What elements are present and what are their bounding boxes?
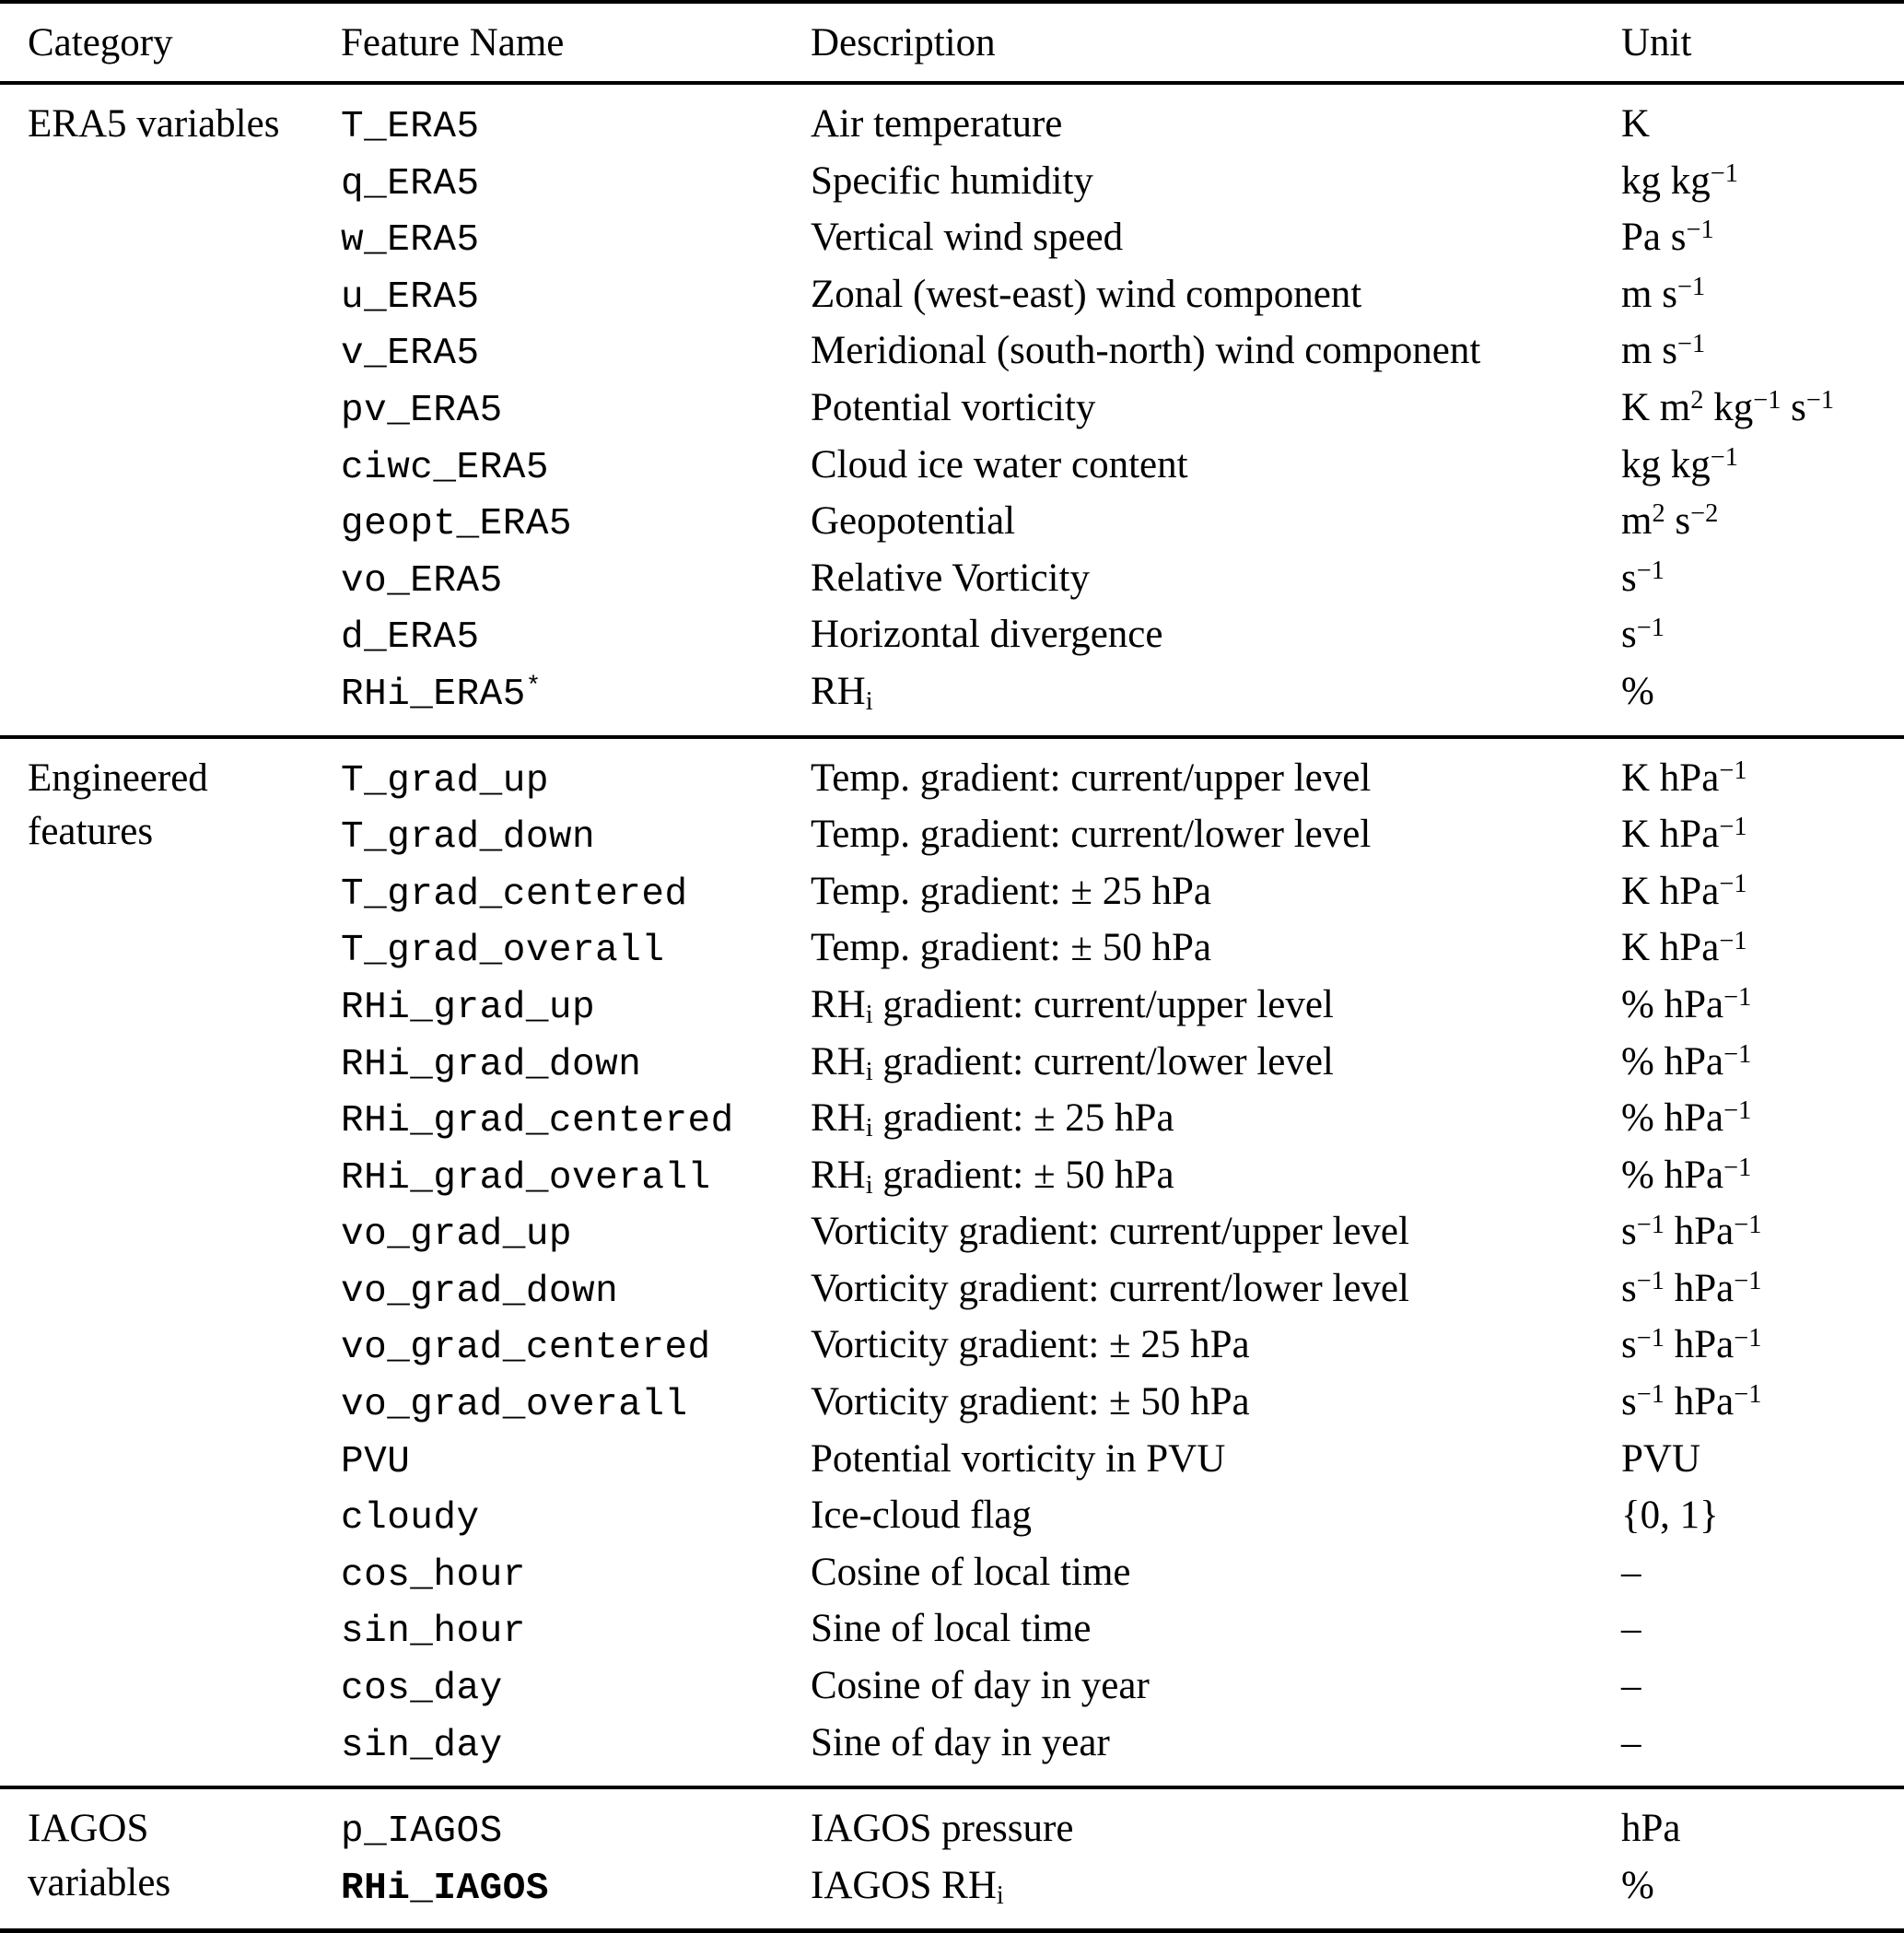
feature-name-cell: cos_hour (341, 1553, 526, 1597)
category-cell: Engineered features (28, 756, 208, 854)
unit-cell: $m^2$ $s^{-2}$ (1621, 499, 1719, 544)
feature-name-cell: pv_ERA5 (341, 389, 503, 432)
unit-cell: – (1621, 1664, 1641, 1708)
feature-name-cell: cloudy (341, 1497, 480, 1541)
description-cell: Meridional (south-north) wind component (811, 329, 1481, 373)
unit-cell: kg $kg^{-1}$ (1621, 158, 1738, 203)
description-cell: Vorticity gradient: current/upper level (811, 1210, 1409, 1254)
feature-name-cell: RHi_grad_down (341, 1043, 642, 1086)
feature-name-cell: sin_hour (341, 1611, 526, 1654)
description-cell: Sine of day in year (811, 1720, 1110, 1764)
feature-name-cell: vo_grad_overall (341, 1384, 688, 1427)
table-row (0, 1787, 1904, 1859)
description-cell: $RH_i$ gradient: current/lower level (811, 1039, 1334, 1086)
header-row (0, 2, 1904, 83)
unit-cell: $s^{-1}$ hPa$^{-1}$ (1621, 1380, 1762, 1424)
description-cell: Temp. gradient: ± 50 hPa (811, 926, 1211, 970)
description-cell: Vorticity gradient: ± 50 hPa (811, 1380, 1250, 1424)
feature-name-cell: q_ERA5 (341, 162, 480, 205)
description-cell: Vorticity gradient: current/lower level (811, 1266, 1409, 1310)
feature-name-cell: v_ERA5 (341, 333, 480, 376)
unit-cell: m $s^{-1}$ (1621, 272, 1706, 316)
table-section-0 (0, 83, 1904, 737)
description-cell: $RH_i$ gradient: current/upper level (811, 982, 1334, 1030)
table-section-1 (0, 737, 1904, 1788)
unit-cell: K hPa$^{-1}$ (1621, 926, 1747, 970)
unit-cell: $s^{-1}$ (1621, 556, 1665, 600)
table-row (0, 737, 1904, 809)
description-cell: $RH_i$ gradient: ± 50 hPa (811, 1153, 1174, 1200)
column-header-feature-name: Feature Name (341, 20, 565, 64)
unit-cell: – (1621, 1720, 1641, 1764)
description-cell: Zonal (west-east) wind component (811, 272, 1362, 316)
unit-cell: – (1621, 1550, 1641, 1594)
unit-cell: K hPa$^{-1}$ (1621, 869, 1747, 913)
description-cell: IAGOS pressure (811, 1807, 1074, 1851)
feature-name-cell: RHi_grad_centered (341, 1100, 734, 1143)
description-cell: Vorticity gradient: ± 25 hPa (811, 1323, 1250, 1367)
feature-name-cell: geopt_ERA5 (341, 503, 573, 546)
table-section-2 (0, 1787, 1904, 1931)
feature-name-cell: u_ERA5 (341, 275, 480, 319)
category-cell: IAGOS variables (28, 1807, 171, 1904)
unit-cell: $s^{-1}$ (1621, 613, 1665, 657)
description-cell: Vertical wind speed (811, 216, 1124, 260)
unit-cell: $s^{-1}$ hPa$^{-1}$ (1621, 1210, 1762, 1254)
description-cell: Potential vorticity in PVU (811, 1436, 1226, 1481)
description-cell: $RH_i$ gradient: ± 25 hPa (811, 1096, 1174, 1143)
unit-cell: % hPa$^{-1}$ (1621, 982, 1752, 1026)
description-cell: Cloud ice water content (811, 442, 1188, 486)
table-row (0, 83, 1904, 155)
description-cell: Relative Vorticity (811, 556, 1090, 600)
unit-cell: K hPa$^{-1}$ (1621, 813, 1747, 857)
description-cell: $RH_i$ (811, 669, 873, 717)
feature-name-cell: d_ERA5 (341, 616, 480, 660)
column-header-unit: Unit (1621, 20, 1692, 64)
unit-cell: – (1621, 1607, 1641, 1651)
unit-cell: kg $kg^{-1}$ (1621, 442, 1738, 486)
unit-cell: $s^{-1}$ hPa$^{-1}$ (1621, 1323, 1762, 1367)
unit-cell: % hPa$^{-1}$ (1621, 1153, 1752, 1197)
table-header (0, 2, 1904, 83)
unit-cell: PVU (1621, 1436, 1701, 1481)
feature-name-cell: PVU (341, 1440, 411, 1483)
description-cell: Ice-cloud flag (811, 1494, 1032, 1538)
feature-name-cell: vo_grad_up (341, 1213, 573, 1257)
feature-name-cell: RHi_IAGOS (341, 1867, 549, 1910)
unit-cell: m $s^{-1}$ (1621, 329, 1706, 373)
feature-name-cell: sin_day (341, 1724, 503, 1767)
feature-name-cell: T_grad_centered (341, 873, 688, 916)
unit-cell: % (1621, 669, 1654, 713)
unit-cell: $s^{-1}$ hPa$^{-1}$ (1621, 1266, 1762, 1310)
feature-name-cell: ciwc_ERA5 (341, 446, 549, 489)
unit-cell: hPa (1621, 1807, 1681, 1851)
unit-cell: % hPa$^{-1}$ (1621, 1096, 1752, 1141)
column-header-description: Description (811, 20, 996, 64)
category-cell: ERA5 variables (28, 102, 280, 146)
unit-cell: % (1621, 1863, 1654, 1907)
unit-cell: K (1621, 102, 1651, 146)
description-cell: Temp. gradient: current/lower level (811, 813, 1372, 857)
feature-name-cell: RHi_grad_overall (341, 1156, 711, 1200)
description-cell: Cosine of local time (811, 1550, 1131, 1594)
description-cell: Temp. gradient: ± 25 hPa (811, 869, 1211, 913)
feature-name-cell: RHi_grad_up (341, 986, 596, 1029)
description-cell: Potential vorticity (811, 385, 1096, 429)
unit-cell: Pa $s^{-1}$ (1621, 216, 1714, 260)
column-header-category: Category (28, 20, 173, 64)
feature-name-cell: vo_ERA5 (341, 559, 503, 603)
feature-name-cell: vo_grad_down (341, 1270, 619, 1313)
description-cell: Temp. gradient: current/upper level (811, 756, 1372, 800)
description-cell: Sine of local time (811, 1607, 1092, 1651)
unit-cell: {0, 1} (1621, 1494, 1719, 1538)
description-cell: Air temperature (811, 102, 1063, 146)
description-cell: Specific humidity (811, 158, 1093, 203)
description-cell: Cosine of day in year (811, 1664, 1150, 1708)
feature-name-cell: vo_grad_centered (341, 1327, 711, 1370)
description-cell: Horizontal divergence (811, 613, 1163, 657)
feature-name-cell: T_grad_overall (341, 930, 665, 973)
feature-name-cell: w_ERA5 (341, 219, 480, 263)
feature-name-cell: T_grad_down (341, 816, 596, 860)
unit-cell: % hPa$^{-1}$ (1621, 1039, 1752, 1084)
feature-name-cell: RHi_ERA5* (341, 672, 542, 716)
unit-cell: K $m^2$ $kg^{-1}$ $s^{-1}$ (1621, 385, 1835, 429)
feature-name-cell: T_grad_up (341, 759, 549, 802)
feature-name-cell: cos_day (341, 1668, 503, 1711)
unit-cell: K hPa$^{-1}$ (1621, 756, 1747, 800)
feature-name-cell: T_ERA5 (341, 106, 480, 148)
description-cell: IAGOS $RH_i$ (811, 1863, 1004, 1911)
description-cell: Geopotential (811, 499, 1016, 544)
feature-name-cell: p_IAGOS (341, 1810, 503, 1854)
